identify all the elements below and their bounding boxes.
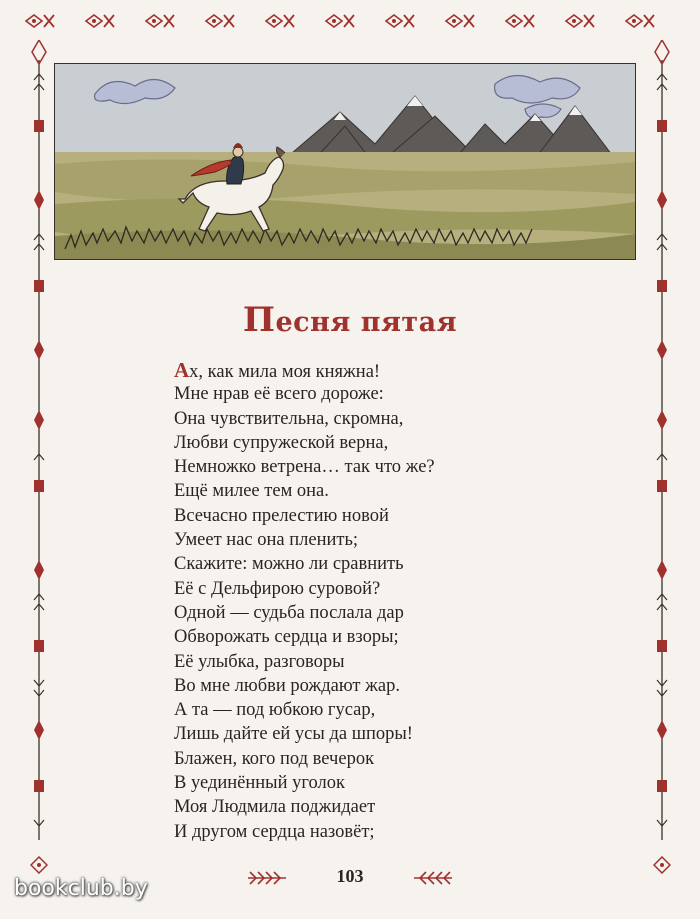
corner-diamond-right	[653, 856, 671, 874]
poem-line: Она чувствительна, скромна,	[174, 408, 404, 429]
poem-line: А та — под юбкою гусар,	[174, 700, 376, 721]
chapter-title	[0, 300, 700, 340]
poem-line: Любви супружеской верна,	[174, 432, 389, 453]
corner-diamond-left	[30, 856, 48, 874]
poem-line: Немножко ветрена… так что же?	[174, 457, 435, 478]
poem-line: Ещё милее тем она.	[174, 481, 329, 502]
poem-line: Мне нрав её всего дороже:	[174, 384, 384, 405]
poem-line: В уединённый уголок	[174, 773, 345, 794]
poem-line: Блажен, кого под вечерок	[174, 748, 375, 769]
poem-line: Моя Людмила поджидает	[174, 797, 376, 818]
watermark: bookclub.by	[14, 876, 148, 901]
poem-line	[174, 358, 435, 382]
poem-line: И другом сердца назовёт;	[174, 821, 375, 842]
right-border-ornament	[651, 40, 673, 850]
chapter-illustration	[54, 63, 636, 260]
left-border-ornament	[28, 40, 50, 850]
page-number: 103	[336, 866, 364, 886]
drop-cap: А	[174, 358, 190, 382]
poem-line: Одной — судьба послала дар	[174, 602, 404, 623]
poem-line: Всечасно прелестию новой	[174, 505, 389, 526]
chapter-title-initial: П	[242, 300, 276, 340]
poem-line: Умеет нас она пленить;	[174, 530, 359, 551]
chapter-title-rest: есня пятая	[275, 307, 458, 338]
poem-line: Её улыбка, разговоры	[174, 651, 345, 672]
top-ornament-band	[20, 6, 680, 36]
poem-line-text: х, как мила моя княжна!	[189, 362, 381, 382]
poem-line: Скажите: можно ли сравнить	[174, 554, 404, 575]
poem-line: Обворожать сердца и взоры;	[174, 627, 399, 648]
rider-landscape-illustration	[55, 64, 635, 259]
poem-line: Во мне любви рождают жар.	[174, 675, 400, 696]
poem-line: Лишь дайте ей усы да шпоры!	[174, 724, 413, 745]
poem-line: Её с Дельфирою суровой?	[174, 578, 381, 599]
poem-text	[174, 358, 435, 844]
